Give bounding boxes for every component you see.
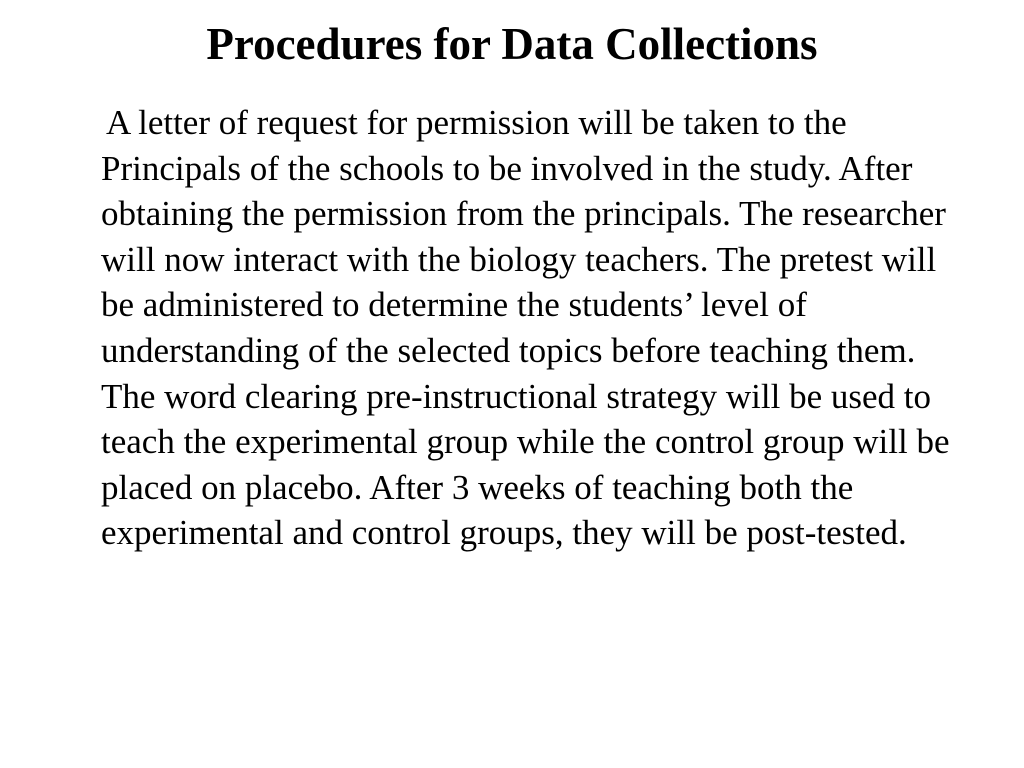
slide-title: Procedures for Data Collections bbox=[206, 19, 818, 69]
slide-body-paragraph: A letter of request for permission will be taken to the Principals of the schools to be involved in the study. After obtaining the permission from the principals. The researcher will now interact with the biology teachers. The pretest will be administered to determine the students’ level of understanding of the selected topics before teaching them. The word clearing pre-instructional strategy will be used to teach the experimental group while the control group will be placed on placebo. After 3 weeks of teaching both the experimental and control groups, they will be post-tested. bbox=[101, 103, 950, 553]
